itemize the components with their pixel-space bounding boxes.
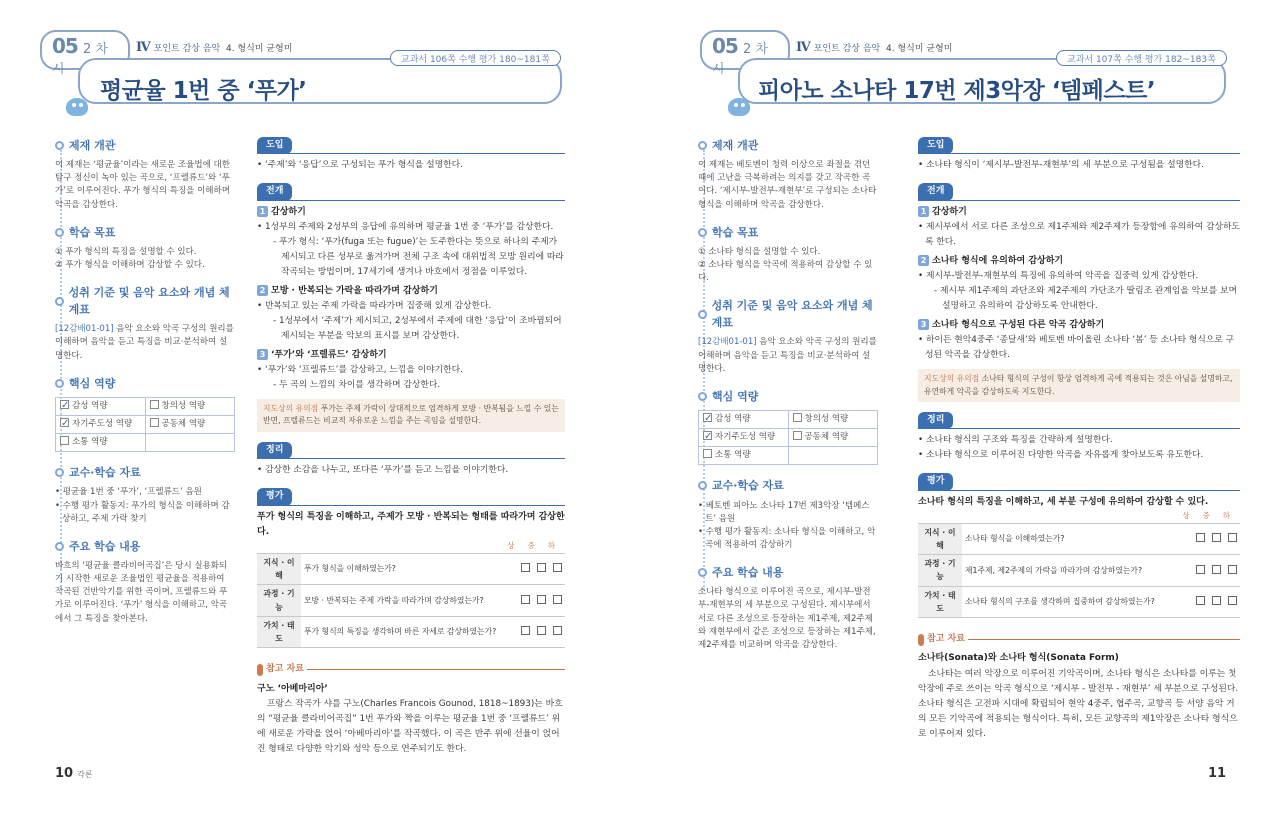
competency-heading: 핵심 역량 — [698, 388, 878, 405]
mascot-icon — [724, 98, 752, 118]
evaluation-question: 소나타 형식의 특징을 이해하고, 세 부분 구성에 유의하여 감상할 수 있다. — [918, 496, 1209, 507]
standards-code: [12감배01-01] — [698, 337, 757, 348]
section-tab-evaluation: 평가 — [257, 488, 292, 505]
checkbox-icon[interactable] — [553, 626, 562, 635]
bullet-dot-icon — [55, 468, 64, 477]
material-item: • 수행 평가 활동지: 소나타 형식을 이해하고, 악곡에 적용하여 감상하기 — [698, 526, 876, 551]
section-tab-intro: 도입 — [257, 137, 292, 154]
bullet-dot-icon — [55, 542, 64, 551]
standards-heading: 성취 기준 및 음악 요소와 개념 체계표 — [698, 297, 878, 331]
wrapup-text: • 감상한 소감을 나누고, 또다른 ‘푸가’를 듣고 느낌을 이야기한다. — [257, 465, 509, 476]
checkbox-icon[interactable] — [1228, 596, 1237, 605]
teaching-note-label: 지도상의 유의점 — [263, 404, 319, 414]
content-heading: 주요 학습 내용 — [698, 564, 878, 581]
competency-item[interactable]: ✓감성 역량 — [699, 410, 789, 428]
step-1-text: • 제시부에서 서로 다른 조성으로 제1주제와 제2주제가 등장함에 유의하여 감상하도록 한다. — [918, 221, 1240, 247]
section-tab-evaluation: 평가 — [918, 473, 953, 490]
lesson-unit: 2 차시 — [52, 42, 108, 77]
intro-text: • ‘주제’와 ‘응답’으로 구성되는 푸가 형식을 설명한다. — [257, 160, 463, 171]
reference-title: 소나타(Sonata)와 소나타 형식(Sonata Form) — [918, 653, 1119, 664]
materials-heading: 교수·학습 자료 — [55, 464, 235, 481]
evaluation-levels: 상 중 하 — [507, 541, 555, 551]
evaluation-table — [918, 523, 1240, 619]
checkbox-icon[interactable] — [150, 400, 159, 409]
checkbox-icon[interactable] — [521, 595, 530, 604]
mascot-icon — [62, 98, 90, 118]
checkbox-icon[interactable] — [793, 413, 802, 422]
checkbox-icon[interactable] — [60, 436, 69, 445]
standards-heading: 성취 기준 및 음악 요소와 개념 체계표 — [55, 284, 235, 318]
evaluation-table — [257, 553, 565, 649]
competency-item[interactable]: ✓감성 역량 — [56, 397, 146, 415]
goal-item: ① 푸가 형식의 특징을 설명할 수 있다. — [55, 246, 197, 257]
unit-label — [796, 40, 952, 55]
unit-theme: 포인트 감상 음악 — [153, 44, 221, 54]
reference-header: 참고 자료 — [257, 662, 565, 677]
table-row: 지식 · 이해 소나타 형식을 이해하였는가? — [918, 523, 1240, 555]
reference-pages: 교과서 106쪽 수행 평가 180~181쪽 — [390, 50, 561, 66]
materials-heading: 교수·학습 자료 — [698, 477, 878, 494]
competency-item[interactable]: 창의성 역량 — [788, 410, 878, 428]
step-2-detail: - 1성부에서 ‘주제’가 제시되고, 2성부에서 주제에 대한 ‘응답’이 조바뀜되어 제시되는 부분을 악보의 표시를 보며 감상한다. — [273, 315, 562, 341]
step-3-detail: - 두 곡의 느낌의 차이를 생각하며 감상한다. — [273, 380, 441, 391]
material-item: • 평균율 1번 중 ‘푸가’, ‘프렐류드’ 음원 — [55, 487, 202, 498]
competency-empty-cell — [145, 434, 235, 452]
overview-heading: 제재 개관 — [698, 137, 878, 154]
competency-table — [55, 397, 235, 453]
bullet-dot-icon — [55, 297, 64, 306]
competency-item[interactable]: 소통 역량 — [699, 447, 789, 465]
material-item: • 베토벤 피아노 소나타 17번 제3악장 ‘템페스트’ 음원 — [698, 500, 870, 524]
overview-text: 이 제재는 베토벤이 청력 이상으로 좌절을 겪던 때에 고난을 극복하려는 의지를 갖고 작곡한 곡이다. ‘제시부-발전부-재현부’로 구성되는 소나타 형식을 이해하며 악곡을 감상한다. — [698, 160, 877, 210]
competency-item[interactable]: 창의성 역량 — [145, 397, 235, 415]
reference-body: 프랑스 작곡가 샤를 구노(Charles Francois Gounod, 1818~1893)는 바흐의 “평균율 클라비어곡집” 1번 푸가와 짝을 이루는 평균율 1번 중 ‘프렐류드’ 위에 새로운 가락을 얹어 ‘아베마리아’를 작곡했다. 이 곡은 반주 위에 선율이 얹어진 형태로 다양한 악기와 성악 등으로 연주되기도 한다. — [257, 698, 563, 754]
competency-item[interactable]: 공동체 역량 — [788, 429, 878, 447]
table-row: 가치 · 태도 푸가 형식의 특징을 생각하며 바른 자세로 감상하였는가? — [257, 616, 565, 648]
step-2-text: • 반복되고 있는 주제 가락을 따라가며 집중해 있게 감상한다. — [257, 300, 492, 311]
lesson-number: 05 — [52, 34, 78, 58]
material-item: • 수행 평가 활동지: 푸가의 형식을 이해하며 감상하고, 주제 가락 찾기 — [55, 500, 230, 524]
unit-label — [136, 40, 292, 55]
competency-item[interactable]: ✓자기주도성 역량 — [699, 429, 789, 447]
content-text: 바흐의 ‘평균율 클라비어곡집’은 당시 실용화되기 시작한 새로운 조율법인 평균율을 적용하여 작곡된 건반악기를 위한 곡이며, 프렐류드와 푸가로 이루어진다. ‘푸가’ 형식을 이해하고, 악곡에서 그 특징을 찾아본다. — [55, 560, 228, 624]
page-title: 피아노 소나타 17번 제3악장 ‘템페스트’ — [758, 78, 1156, 104]
lesson-number: 05 — [712, 34, 738, 58]
right-page — [640, 0, 1280, 814]
step-3: 3 소나타 형식으로 구성된 다른 악곡 감상하기 — [918, 318, 1240, 333]
goals-heading: 학습 목표 — [698, 224, 878, 241]
goals-heading: 학습 목표 — [55, 224, 235, 241]
unit-roman: Ⅳ — [796, 40, 811, 55]
step-3-text: • 하이든 현악4중주 ‘종달새’와 베토벤 바이올린 소나타 ‘봄’ 등 소나타 형식으로 구성된 악곡을 감상한다. — [918, 335, 1235, 361]
step-2: 2 소나타 형식에 유의하여 감상하기 — [918, 254, 1240, 269]
unit-sub: 4. 형식미 균형미 — [225, 44, 293, 54]
goal-item: ① 소나타 형식을 설명할 수 있다. — [698, 246, 821, 257]
table-row: 과정 · 기능 제1주제, 제2주제의 가락을 따라가며 감상하였는가? — [918, 555, 1240, 587]
section-tab-wrapup: 정리 — [257, 442, 292, 459]
teaching-note: 지도상의 유의점 푸가는 주제 가락이 상대적으로 엄격하게 모방 · 반복됨을 느낄 수 있는 반면, 프렐류드는 비교적 자유로운 느낌을 주는 곡임을 설명한다. — [257, 399, 565, 432]
reference-title: 구노 ‘아베마리아’ — [257, 683, 328, 694]
unit-theme: 포인트 감상 음악 — [813, 44, 881, 54]
page-section-label: 각론 — [77, 770, 93, 779]
bullet-dot-icon — [698, 310, 707, 319]
wrapup-text: • 소나타 형식의 구조와 특징을 간략하게 설명한다. — [918, 435, 1113, 446]
checkbox-icon[interactable] — [1212, 565, 1221, 574]
checkbox-icon[interactable] — [150, 418, 159, 427]
evaluation-question: 푸가 형식의 특징을 이해하고, 주제가 모방 · 반복되는 형태를 따라가며 감상한다. — [257, 511, 565, 537]
checkbox-icon[interactable] — [1212, 596, 1221, 605]
standards-text: [12감배01-01] 음악 요소와 악곡 구성의 원리를 이해하며 음악을 듣고 특징을 비교·분석하여 설명한다. — [55, 324, 234, 361]
checkbox-icon[interactable] — [793, 431, 802, 440]
table-row: 지식 · 이해 푸가 형식을 이해하였는가? — [257, 553, 565, 585]
goal-item: ② 푸가 형식을 이해하며 감상할 수 있다. — [55, 259, 205, 270]
bullet-dot-icon — [55, 379, 64, 388]
step-3-text: • ‘푸가’와 ‘프렐류드’를 감상하고, 느낌을 이야기한다. — [257, 365, 463, 376]
evaluation-levels: 상 중 하 — [1182, 510, 1230, 520]
competency-table — [698, 410, 878, 466]
step-3: 3 ‘푸가’와 ‘프렐류드’ 감상하기 — [257, 348, 565, 363]
teaching-note-label: 지도상의 유의점 — [924, 374, 980, 384]
checkbox-icon[interactable] — [60, 418, 69, 427]
goal-item: ② 소나타 형식을 악곡에 적용하여 감상할 수 있다. — [698, 259, 873, 284]
step-1-text: • 1성부의 주제와 2성부의 응답에 유의하며 평균율 1번 중 ‘푸가’를 감상한다. — [257, 221, 554, 232]
checkbox-icon[interactable] — [521, 626, 530, 635]
checkbox-icon[interactable] — [60, 400, 69, 409]
bullet-dot-icon — [698, 141, 707, 150]
checkbox-icon[interactable] — [1196, 533, 1205, 542]
section-tab-wrapup: 정리 — [918, 412, 953, 429]
content-heading: 주요 학습 내용 — [55, 538, 235, 555]
bullet-dot-icon — [55, 228, 64, 237]
step-2: 2 모방 · 반복되는 가락을 따라가며 감상하기 — [257, 284, 565, 299]
checkbox-icon[interactable] — [537, 595, 546, 604]
competency-heading: 핵심 역량 — [55, 375, 235, 392]
competency-item[interactable]: ✓자기주도성 역량 — [56, 415, 146, 433]
checkbox-icon[interactable] — [1212, 533, 1221, 542]
checkbox-icon[interactable] — [703, 449, 712, 458]
sidebar — [55, 137, 235, 626]
overview-text: 이 제재는 ‘평균율’이라는 새로운 조율법에 대한 탐구 정신이 녹아 있는 곡으로, ‘프렐류드’와 ‘푸가’로 이루어진다. 푸가 형식의 특징을 이해하며 악곡을 감상한다. — [55, 160, 230, 210]
bullet-dot-icon — [698, 481, 707, 490]
unit-sub: 4. 형식미 균형미 — [885, 44, 953, 54]
overview-heading: 제재 개관 — [55, 137, 235, 154]
page-number: 10 각론 — [55, 766, 93, 781]
checkbox-icon[interactable] — [553, 595, 562, 604]
checkbox-icon[interactable] — [1196, 596, 1205, 605]
checkbox-icon[interactable] — [1228, 565, 1237, 574]
sidebar — [698, 137, 878, 652]
reference-pages: 교과서 107쪽 수행 평가 182~183쪽 — [1056, 50, 1227, 66]
content-text: 소나타 형식으로 이루어진 곡으로, 제시부-발전부-재현부의 세 부분으로 구성된다. 제시부에서 서로 다른 조성으로 등장하는 제1주제, 제2주제와 재현부에서 같은 조성으로 등장하는 제1주제, 제2주제를 비교하며 악곡을 감상한다. — [698, 587, 876, 650]
step-1: 1 감상하기 — [257, 205, 565, 220]
reference-body: 소나타는 여러 악장으로 이루어진 기악곡이며, 소나타 형식은 소나타를 이루는 첫 악장에 주로 쓰이는 악곡 형식으로 ‘제시부 - 발전부 - 재현부’ 세 부분으로 구성된다. 소나타 형식은 고전파 시대에 확립되어 현악 4중주, 협주곡, 교향곡 등 서양 음악 거의 모든 기악곡에 적용되는 형식이다. 특히, 모든 교향곡의 제1악장은 소나타 형식으로 이루어져 있다. — [918, 668, 1239, 739]
checkbox-icon[interactable] — [1228, 533, 1237, 542]
checkbox-icon[interactable] — [521, 563, 530, 572]
competency-item[interactable]: 공동체 역량 — [145, 415, 235, 433]
unit-roman: Ⅳ — [136, 40, 151, 55]
intro-text: • 소나타 형식이 ‘제시부-발전부-재현부’의 세 부분으로 구성됨을 설명한다. — [918, 160, 1204, 171]
checkbox-icon[interactable] — [1196, 565, 1205, 574]
page-number: 11 — [1208, 766, 1227, 781]
table-row: 과정 · 기능 모방 · 반복되는 주제 가락을 따라가며 감상하였는가? — [257, 585, 565, 617]
teaching-note: 지도상의 유의점 소나타 형식의 구성이 항상 엄격하게 곡에 적용되는 것은 아님을 설명하고, 유연하게 악곡을 감상하도록 지도한다. — [918, 369, 1240, 402]
checkbox-icon[interactable] — [537, 626, 546, 635]
section-tab-development: 전개 — [257, 183, 292, 200]
checkbox-icon[interactable] — [703, 413, 712, 422]
standards-code: [12감배01-01] — [55, 324, 114, 335]
section-tab-intro: 도입 — [918, 137, 953, 154]
bullet-dot-icon — [698, 228, 707, 237]
lesson-unit: 2 차시 — [712, 42, 768, 77]
competency-empty-cell — [788, 447, 878, 465]
wrapup-text: • 소나타 형식으로 이루어진 다양한 악곡을 자유롭게 찾아보도록 유도한다. — [918, 450, 1204, 461]
bullet-dot-icon — [698, 392, 707, 401]
competency-item[interactable]: 소통 역량 — [56, 434, 146, 452]
section-tab-development: 전개 — [918, 183, 953, 200]
page-title: 평균율 1번 중 ‘푸가’ — [100, 78, 307, 104]
step-2-text: • 제시부-발전부-재현부의 특징에 유의하여 악곡을 집중력 있게 감상한다. — [918, 271, 1199, 282]
bullet-dot-icon — [55, 141, 64, 150]
main-column — [918, 137, 1240, 741]
step-1-detail: - 푸가 형식: ‘푸가(fuga 또는 fugue)’는 도주한다는 뜻으로 하나의 주제가 제시되고 다른 성부로 옮겨가며 전체 구조 속에 대위법적 모방 원리에 따라 작곡되는 방법이며, 17세기에 생겨나 바흐에서 정점을 이루었다. — [273, 236, 564, 277]
step-1: 1 감상하기 — [918, 205, 1240, 220]
table-row: 가치 · 태도 소나타 형식의 구조를 생각하며 집중하여 감상하였는가? — [918, 586, 1240, 618]
checkbox-icon[interactable] — [553, 563, 562, 572]
standards-text: [12감배01-01] 음악 요소와 악곡 구성의 원리를 이해하며 음악을 듣고 특징을 비교·분석하여 설명한다. — [698, 337, 877, 374]
step-2-detail: - 제시부 제1주제의 과단조와 제2주제의 가단조가 딸림조 관계임을 악보를 보며 설명하고 유의하여 감상하도록 안내한다. — [934, 286, 1237, 311]
checkbox-icon[interactable] — [703, 431, 712, 440]
main-column — [257, 137, 565, 757]
reference-header: 참고 자료 — [918, 632, 1240, 647]
checkbox-icon[interactable] — [537, 563, 546, 572]
bullet-dot-icon — [698, 568, 707, 577]
